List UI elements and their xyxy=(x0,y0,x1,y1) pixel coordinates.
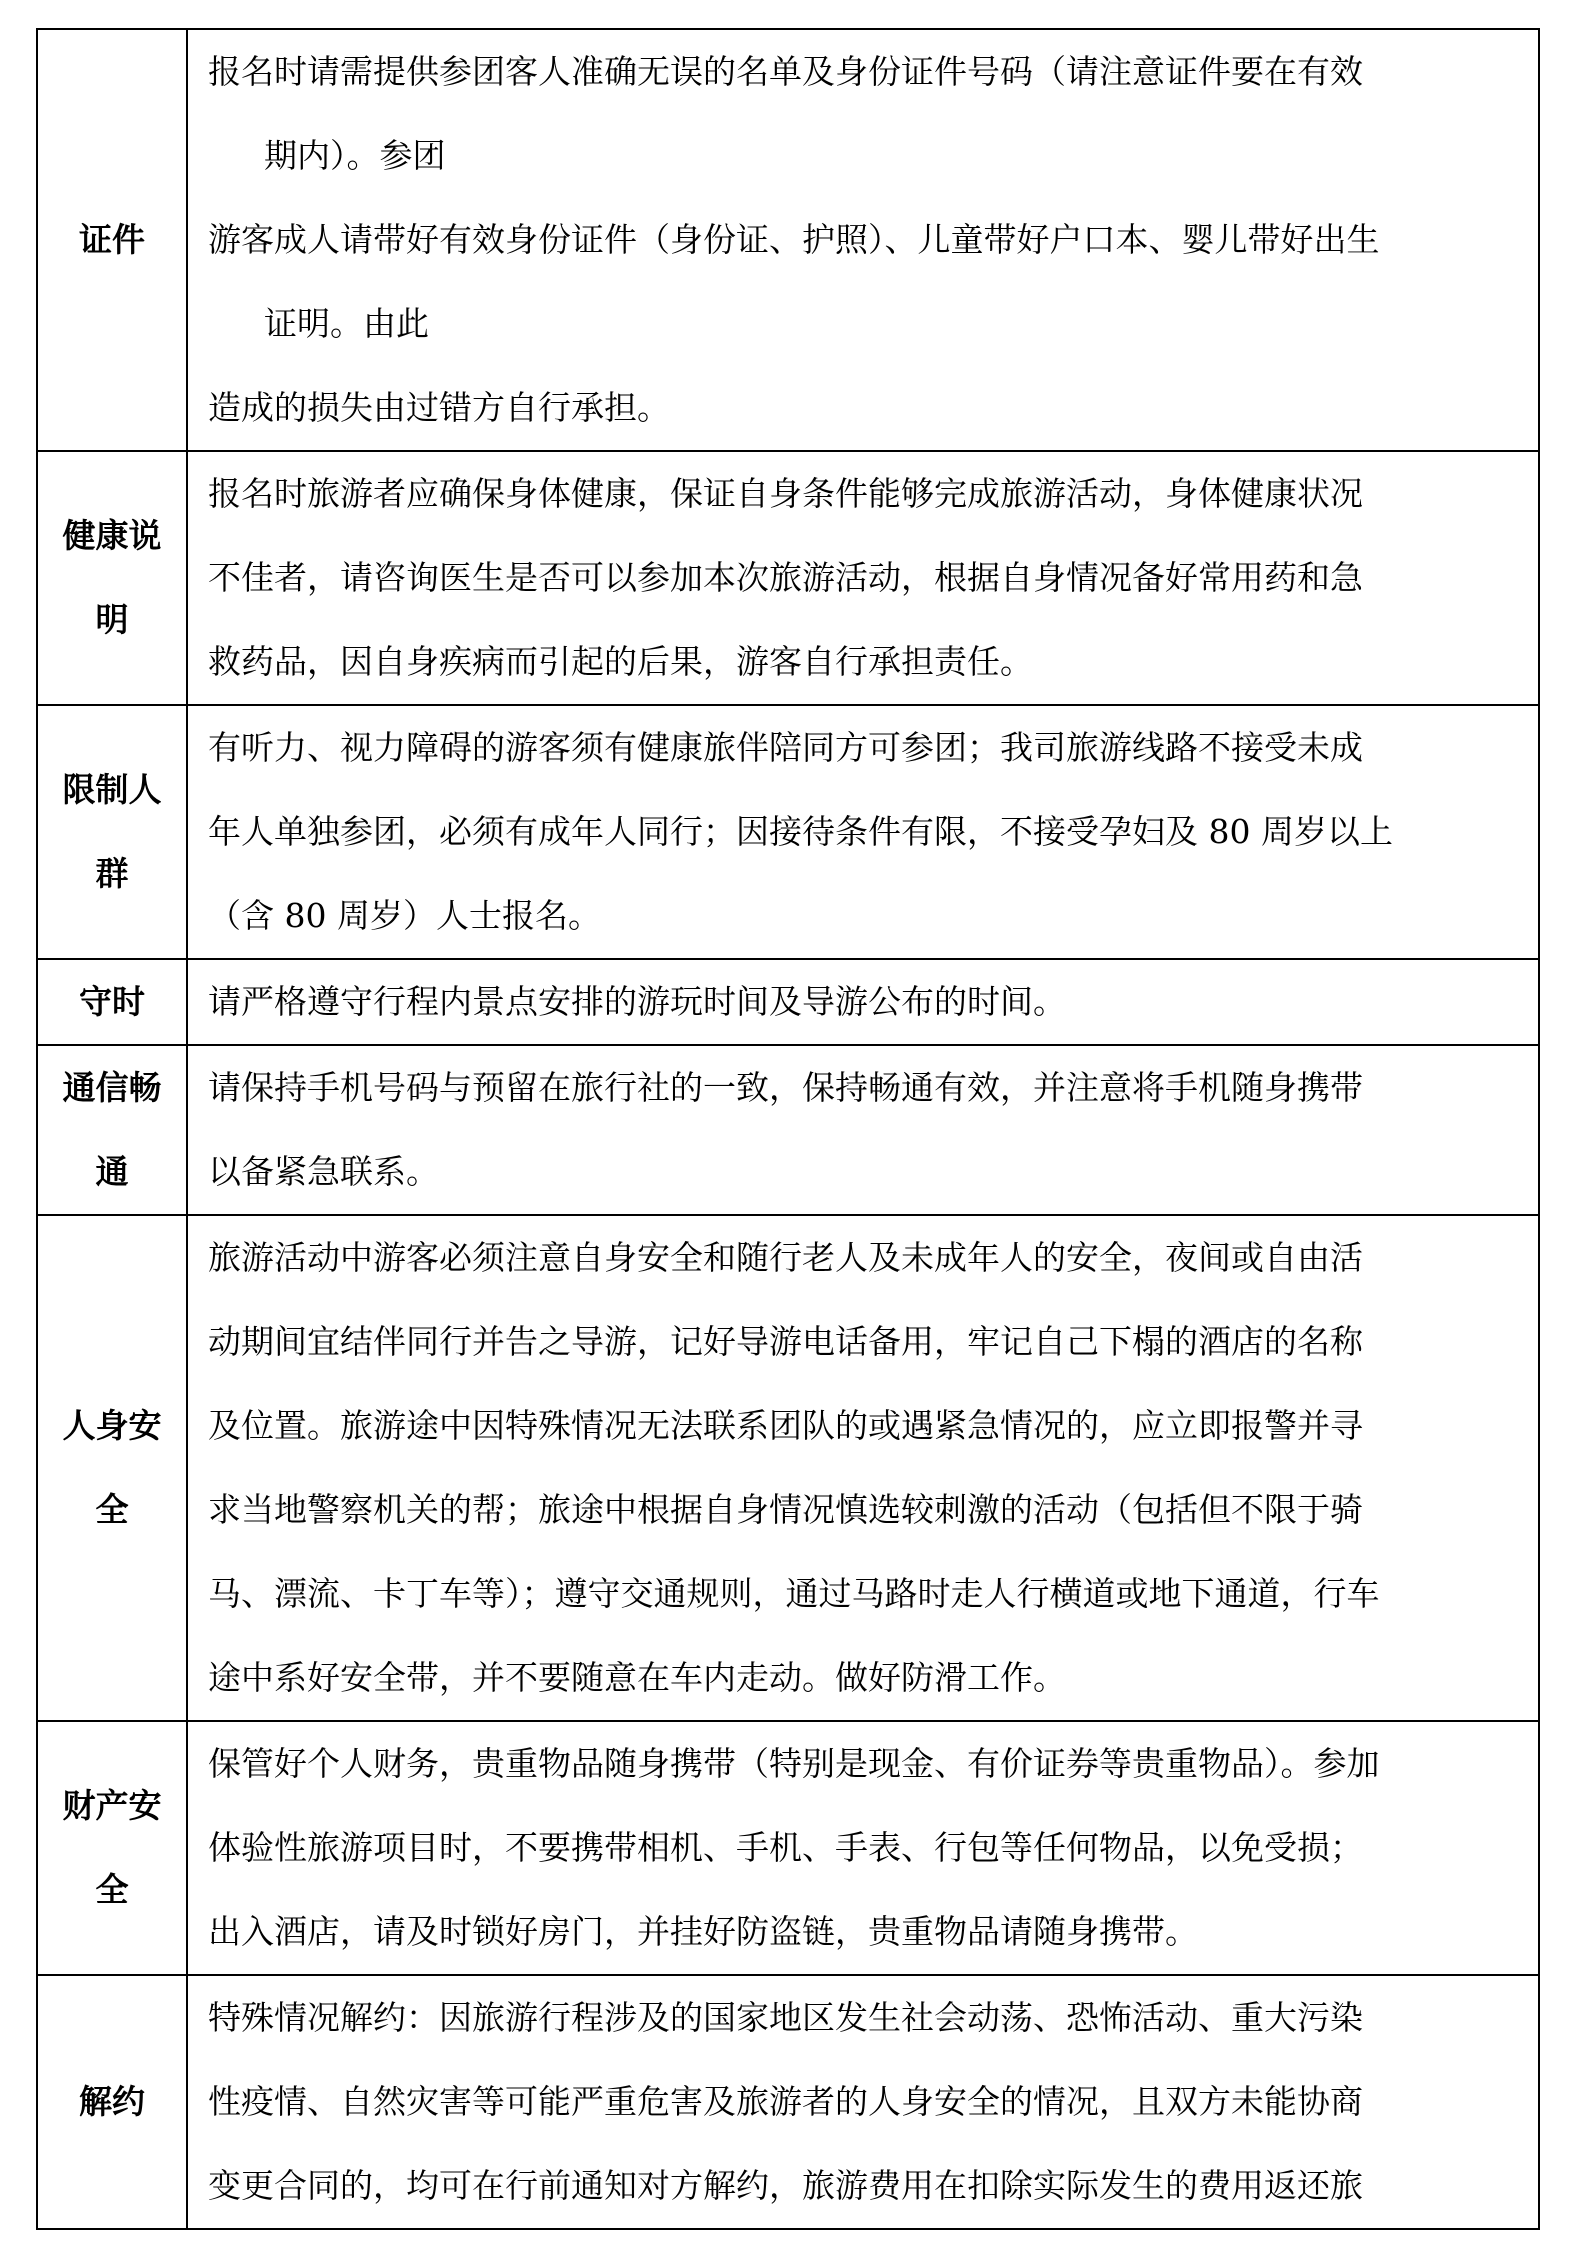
table-row xyxy=(37,1215,1539,1721)
content-line: 造成的损失由过错方自行承担。 xyxy=(208,388,670,427)
content-line: 出入酒店，请及时锁好房门，并挂好防盗链，贵重物品请随身携带。 xyxy=(208,1912,1198,1951)
row-label: 守时 xyxy=(37,959,187,1045)
content-line: 求当地警察机关的帮；旅途中根据自身情况慎选较刺激的活动（包括但不限于骑 xyxy=(208,1490,1363,1529)
row-content xyxy=(187,959,1539,1045)
table-row xyxy=(37,29,1539,451)
content-line: 报名时旅游者应确保身体健康，保证自身条件能够完成旅游活动，身体健康状况 xyxy=(208,474,1363,513)
content-line: 请保持手机号码与预留在旅行社的一致，保持畅通有效，并注意将手机随身携带 xyxy=(208,1068,1363,1107)
content-line: 旅游活动中游客必须注意自身安全和随行老人及未成年人的安全，夜间或自由活 xyxy=(208,1238,1363,1277)
content-line: 报名时请需提供参团客人准确无误的名单及身份证件号码（请注意证件要在有效 xyxy=(208,52,1363,91)
row-label: 健康说 明 xyxy=(37,451,187,705)
content-line: 以备紧急联系。 xyxy=(208,1152,439,1191)
content-line: 有听力、视力障碍的游客须有健康旅伴陪同方可参团；我司旅游线路不接受未成 xyxy=(208,728,1363,767)
row-content xyxy=(187,451,1539,705)
content-line: 途中系好安全带，并不要随意在车内走动。做好防滑工作。 xyxy=(208,1658,1066,1697)
row-label: 通信畅 通 xyxy=(37,1045,187,1215)
row-content xyxy=(187,1215,1539,1721)
row-label: 解约 xyxy=(37,1975,187,2229)
row-content xyxy=(187,29,1539,451)
row-label: 证件 xyxy=(37,29,187,451)
table-row xyxy=(37,1975,1539,2229)
content-line: 证明。由此 xyxy=(264,304,429,343)
content-line: （含 80 周岁）人士报名。 xyxy=(208,896,601,935)
content-line: 马、漂流、卡丁车等）；遵守交通规则，通过马路时走人行横道或地下通道，行车 xyxy=(208,1574,1380,1613)
content-line: 年人单独参团，必须有成年人同行；因接待条件有限，不接受孕妇及 80 周岁以上 xyxy=(208,812,1393,851)
row-label: 财产安 全 xyxy=(37,1721,187,1975)
row-content xyxy=(187,1975,1539,2229)
table-body xyxy=(37,29,1539,2229)
table-row xyxy=(37,705,1539,959)
content-line: 期内）。参团 xyxy=(264,136,446,175)
row-content xyxy=(187,1721,1539,1975)
row-label: 限制人 群 xyxy=(37,705,187,959)
row-content xyxy=(187,705,1539,959)
table-row xyxy=(37,1721,1539,1975)
table-row xyxy=(37,1045,1539,1215)
content-line: 救药品，因自身疾病而引起的后果，游客自行承担责任。 xyxy=(208,642,1033,681)
table-row xyxy=(37,959,1539,1045)
content-line: 及位置。旅游途中因特殊情况无法联系团队的或遇紧急情况的，应立即报警并寻 xyxy=(208,1406,1363,1445)
content-line: 变更合同的，均可在行前通知对方解约，旅游费用在扣除实际发生的费用返还旅 xyxy=(208,2166,1363,2205)
content-line: 保管好个人财务，贵重物品随身携带（特别是现金、有价证券等贵重物品）。参加 xyxy=(208,1744,1380,1783)
content-line: 体验性旅游项目时，不要携带相机、手机、手表、行包等任何物品，以免受损； xyxy=(208,1828,1363,1867)
content-line: 请严格遵守行程内景点安排的游玩时间及导游公布的时间。 xyxy=(208,982,1066,1021)
notice-table xyxy=(36,28,1540,2230)
content-line: 游客成人请带好有效身份证件（身份证、护照）、儿童带好户口本、婴儿带好出生 xyxy=(208,220,1380,259)
content-line: 特殊情况解约：因旅游行程涉及的国家地区发生社会动荡、恐怖活动、重大污染 xyxy=(208,1998,1363,2037)
row-content xyxy=(187,1045,1539,1215)
row-label: 人身安 全 xyxy=(37,1215,187,1721)
content-line: 动期间宜结伴同行并告之导游，记好导游电话备用，牢记自己下榻的酒店的名称 xyxy=(208,1322,1363,1361)
content-line: 不佳者，请咨询医生是否可以参加本次旅游活动，根据自身情况备好常用药和急 xyxy=(208,558,1363,597)
content-line: 性疫情、自然灾害等可能严重危害及旅游者的人身安全的情况，且双方未能协商 xyxy=(208,2082,1363,2121)
table-row xyxy=(37,451,1539,705)
